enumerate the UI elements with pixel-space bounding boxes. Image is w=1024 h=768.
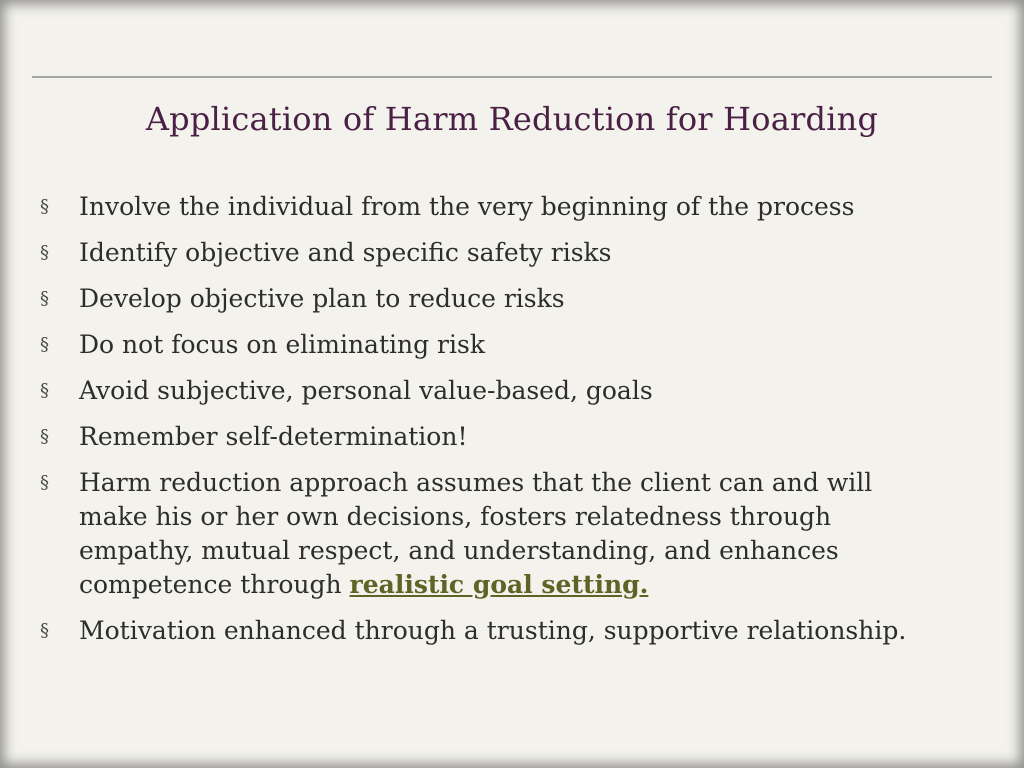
bullet-item <box>40 328 940 362</box>
bullet-marker: § <box>40 472 49 493</box>
emphasis-text: realistic goal setting. <box>349 570 649 599</box>
bullet-item <box>40 466 940 602</box>
bullet-marker: § <box>40 426 49 447</box>
bullet-text: Motivation enhanced through a trusting, supportive relationship. <box>79 616 907 645</box>
bullet-marker: § <box>40 242 49 263</box>
title-divider <box>32 76 992 78</box>
bullet-text: Harm reduction approach assumes that the client can and will make his or her own decisions, fosters relatedness through empathy, mutual respect, and understanding, and enhances competence through <box>79 468 873 599</box>
bullet-marker: § <box>40 620 49 641</box>
bullet-item <box>40 614 940 648</box>
bullet-marker: § <box>40 334 49 355</box>
bullet-text: Identify objective and specific safety risks <box>79 238 612 267</box>
bullet-item <box>40 420 940 454</box>
slide-title: Application of Harm Reduction for Hoarding <box>145 100 879 138</box>
bullet-marker: § <box>40 196 49 217</box>
bullet-text: Develop objective plan to reduce risks <box>79 284 565 313</box>
bullet-list <box>40 190 940 660</box>
bullet-text: Remember self-determination! <box>79 422 468 451</box>
bullet-item <box>40 236 940 270</box>
bullet-item <box>40 282 940 316</box>
bullet-text: Do not focus on eliminating risk <box>79 330 485 359</box>
bullet-text: Involve the individual from the very beginning of the process <box>79 192 855 221</box>
bullet-marker: § <box>40 380 49 401</box>
bullet-text: Avoid subjective, personal value-based, goals <box>79 376 653 405</box>
bullet-item <box>40 190 940 224</box>
bullet-marker: § <box>40 288 49 309</box>
bullet-item <box>40 374 940 408</box>
